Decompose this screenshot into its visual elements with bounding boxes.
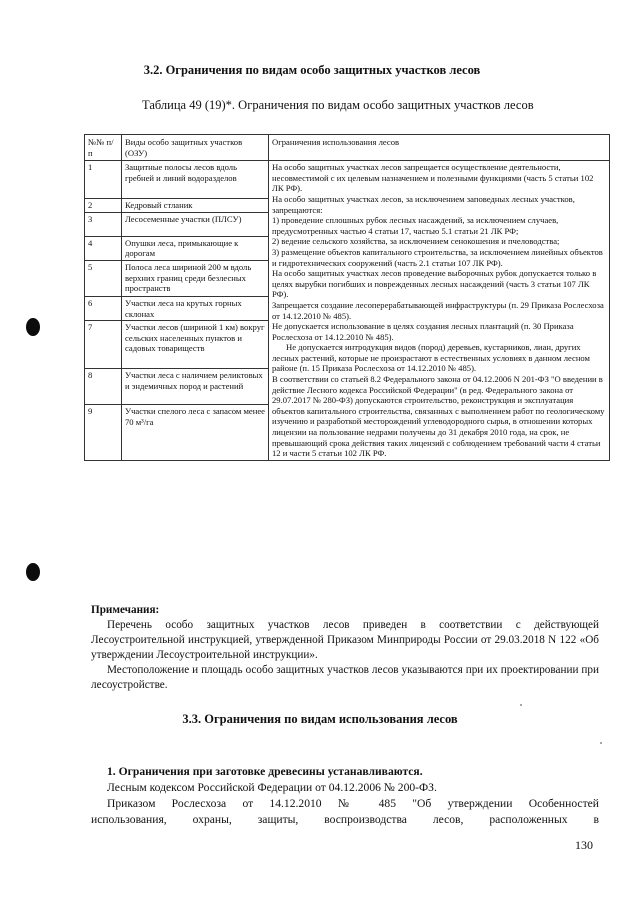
notes-paragraph: Перечень особо защитных участков лесов приведен в соответствии с действующей Лесоустроительной инструкцией, утвержденной Приказом Минприроды России от 29.03.2018 N 122 «Об утверждении Лесоустроительной инструкции». <box>91 619 599 661</box>
notes-heading: Примечания: <box>91 604 160 616</box>
scan-speck <box>520 704 522 706</box>
row-num: 3 <box>85 212 122 236</box>
restriction-text: 2) ведение сельского хозяйства, за исключением сенокошения и пчеловодства; <box>272 236 560 247</box>
row-name: Опушки леса, примыкающие к дорогам <box>122 236 269 260</box>
row-name: Участки леса с наличием реликтовых и эндемичных пород и растений <box>122 369 269 405</box>
restriction-text: Запрещается создание лесоперерабатывающей инфраструктуры (п. 29 Приказа Рослесхоза от 14.12.2010 № 485). <box>272 299 604 321</box>
restriction-text: На особо защитных участках лесов запрещается осуществление деятельности, несовместимой с их целевым назначением и полезными функциями (часть 5 статьи 102 ЛК РФ). <box>272 162 594 194</box>
table-row <box>85 161 610 199</box>
restriction-text: Не допускается использование в целях создания лесных плантаций (п. 30 Приказа Рослесхоза от 14.12.2010 № 485). <box>272 321 574 342</box>
body-text-block <box>91 764 599 828</box>
restriction-text: 3) размещение объектов капитального строительства, за исключением линейных объектов и гидротехнических сооружений (часть 2.1 статьи 107 ЛК РФ). <box>272 246 603 268</box>
restrictions-cell <box>269 161 610 461</box>
row-num: 7 <box>85 321 122 369</box>
section-title-3-2: 3.2. Ограничения по видам особо защитных участков лесов <box>143 63 481 77</box>
row-num: 6 <box>85 296 122 320</box>
row-name: Участки спелого леса с запасом менее 70 м³/га <box>122 405 269 461</box>
row-num: 9 <box>85 405 122 461</box>
subsection-title: 1. Ограничения при заготовке древесины устанавливаются. <box>107 765 423 778</box>
header-name: Виды особо защитных участков (ОЗУ) <box>122 135 269 161</box>
row-name: Полоса леса шириной 200 м вдоль верхних границ среди безлесных пространств <box>122 260 269 296</box>
notes-paragraph: Местоположение и площадь особо защитных участков лесов указываются при их проектировании при лесоустройстве. <box>91 664 599 691</box>
table-caption: Таблица 49 (19)*. Ограничения по видам особо защитных участков лесов <box>142 98 534 112</box>
row-num: 5 <box>85 260 122 296</box>
restriction-text: Не допускается интродукция видов (пород) деревьев, кустарников, лиан, других лесных растений, которые не произрастают в естественных условиях в данном лесном районе (п. 15 Приказа Рослесхоза от 14.12.2010 № 485). <box>272 342 590 374</box>
row-name: Защитные полосы лесов вдоль гребней и линий водоразделов <box>122 161 269 199</box>
scan-speck <box>600 742 602 744</box>
body-paragraph: Приказом Рослесхоза от 14.12.2010 № 485 "Об утверждении Особенностей <box>107 797 599 810</box>
binder-hole <box>26 563 40 581</box>
binder-hole <box>26 318 40 336</box>
row-name: Кедровый стланик <box>122 199 269 213</box>
row-num: 2 <box>85 199 122 213</box>
row-num: 4 <box>85 236 122 260</box>
body-paragraph-continuation: использования, охраны, защиты, воспроизводства лесов, расположенных в <box>91 813 599 826</box>
header-restrictions: Ограничения использования лесов <box>269 135 610 161</box>
restriction-text: 1) проведение сплошных рубок лесных насаждений, за исключением случаев, предусмотренных частью 4 статьи 17, частью 5.1 статьи 21 ЛК РФ; <box>272 215 559 236</box>
row-name: Участки лесов (шириной 1 км) вокруг сельских населенных пунктов и садовых товариществ <box>122 321 269 369</box>
row-num: 8 <box>85 369 122 405</box>
header-num: №№ п/п <box>85 135 122 161</box>
body-paragraph: Лесным кодексом Российской Федерации от 04.12.2006 № 200-ФЗ. <box>107 781 437 794</box>
restriction-text: На особо защитных участках лесов, за исключением заповедных лесных участков, запрещаются: <box>272 193 575 215</box>
restriction-text: В соответствии со статьей 8.2 Федерального закона от 04.12.2006 N 201-ФЗ "О введении в действие Лесного кодекса Российской Федерации" (в ред. Федерального закона от 29.07.2017 № 280-ФЗ) допускаются строительство, реконструкция и эксплуатация объектов капитального строительства, связанных с выполнением работ по геологическому изучению и разработкой месторождений углеводородного сырья, в отношении которых лицензии на пользование недрами получены до 31 декабря 2010 года, на срок, не превышающий срока действия таких лицензий с соблюдением требований части 4 статьи 12 и части 5 статьи 102 ЛК РФ. <box>272 374 605 459</box>
row-name: Лесосеменные участки (ПЛСУ) <box>122 212 269 236</box>
page-number: 130 <box>575 838 593 852</box>
section-title-3-3: 3.3. Ограничения по видам использования лесов <box>182 712 458 726</box>
notes-block <box>91 603 599 693</box>
restriction-text: На особо защитных участках лесов проведение выборочных рубок допускается только в целях вырубки погибших и поврежденных лесных насаждений (часть 3 статьи 107 ЛК РФ). <box>272 268 597 300</box>
row-name: Участки леса на крутых горных склонах <box>122 296 269 320</box>
table-header-row <box>85 135 610 161</box>
row-num: 1 <box>85 161 122 199</box>
restrictions-table <box>84 134 610 461</box>
